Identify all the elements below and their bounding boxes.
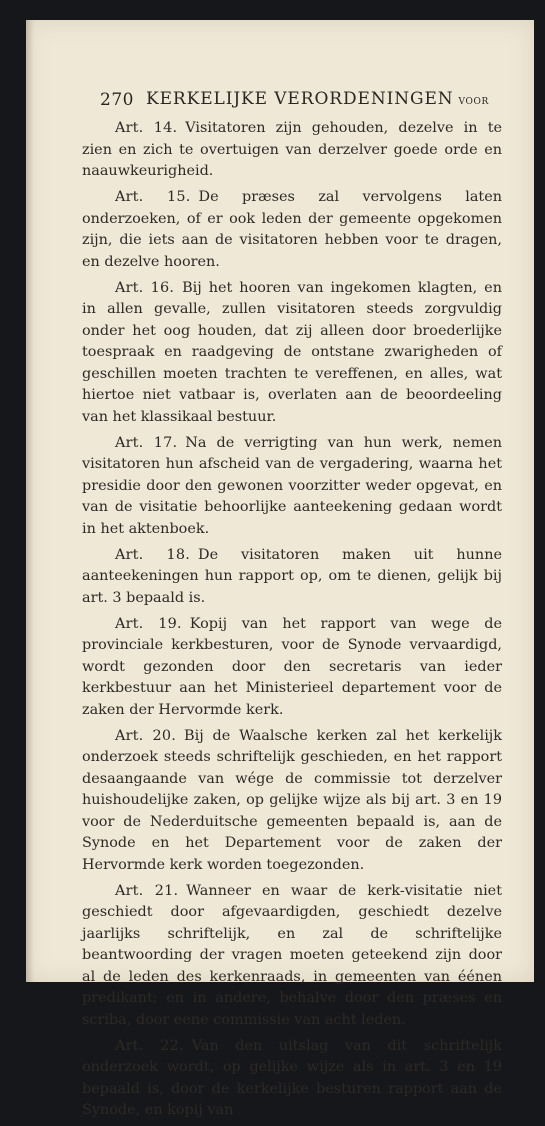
running-title	[146, 89, 489, 109]
article-label: Art. 14.	[115, 120, 178, 136]
running-title-tail: voor	[458, 93, 489, 108]
page-number: 270	[100, 90, 134, 110]
article-label: Art. 17.	[115, 434, 178, 451]
article-label: Art. 16.	[115, 279, 175, 296]
page-gutter-shadow	[26, 20, 34, 982]
article-17	[82, 433, 502, 541]
article-14	[82, 118, 502, 183]
article-text-block	[82, 118, 502, 1126]
article-label: Art. 21.	[115, 882, 179, 899]
article-19	[82, 614, 502, 722]
article-text: Na de verrigting van hun werk, nemen visitatoren hun afscheid van de vergadering, waarna het presidie door den gewonen voorzitter weder opgevat, en van de visitatie behoorlijke aanteekening gedaan wordt in het aktenboek.	[82, 434, 502, 537]
article-label: Art. 22.	[115, 1037, 184, 1054]
article-text: Bij het hooren van ingekomen klagten, en in allen gevalle, zullen visitatoren steeds zorgvuldig onder het oog houden, dat zij alleen door broederlijke toespraak en raadgeving de ontstane zwarigheden of geschillen moeten trachten te vereffenen, en alles, wat hiertoe niet vatbaar is, overlaten aan de beoordeeling van het klassikaal bestuur.	[82, 279, 502, 425]
article-21	[82, 881, 502, 1032]
article-text: Visitatoren zijn gehouden, dezelve in te zien en zich te overtuigen van derzelver goede orde en naauwkeurigheid.	[82, 120, 502, 179]
article-18	[82, 545, 502, 610]
article-text: Van den uitslag van dit schriftelijk onderzoek wordt, op gelijke wijze als in art. 3 en 19 bepaald is, door de kerkelijke besturen rapport aan de Synode, en kopij van	[82, 1037, 502, 1118]
article-text: De visitatoren maken uit hunne aanteekeningen hun rapport op, om te dienen, gelijk bij art. 3 bepaald is.	[82, 546, 502, 606]
page-header	[100, 89, 520, 115]
article-label: Art. 19.	[115, 615, 182, 632]
running-title-main: KERKELIJKE VERORDENINGEN	[146, 89, 454, 109]
article-text: Bij de Waalsche kerken zal het kerkelijk onderzoek steeds schriftelijk geschieden, en het rapport desaangaande van wége de commissie tot derzelver huishoudelijke zaken, op gelijke wijze als bij art. 3 en 19 voor de Nederduitsche gemeenten bepaald is, aan de Synode en het Departement voor de zaken der Hervormde kerk worden toegezonden.	[82, 727, 502, 873]
article-15	[82, 187, 502, 273]
article-22	[82, 1036, 502, 1122]
article-16	[82, 278, 502, 429]
article-label: Art. 20.	[115, 727, 177, 744]
article-20	[82, 726, 502, 877]
article-label: Art. 18.	[115, 546, 191, 563]
article-text: Kopij van het rapport van wege de provinciale kerkbesturen, voor de Synode vervaardigd, wordt gezonden door den secretaris van ieder kerkbestuur aan het Ministerieel departement voor de zaken der Hervormde kerk.	[82, 615, 502, 718]
article-text: De præses zal vervolgens laten onderzoeken, of er ook leden der gemeente opgekomen zijn, die iets aan de visitatoren hebben voor te dragen, en dezelve hooren.	[82, 189, 502, 270]
article-label: Art. 15.	[115, 189, 191, 205]
article-text: Wanneer en waar de kerk-visitatie niet geschiedt door afgevaardigden, geschiedt dezelve jaarlijks schriftelijk, en zal de schriftelijke beantwoording der vragen moeten geteekend zijn door al de leden des kerkenraads, in gemeenten van éénen predikant; en in andere, behalve door den præses en scriba, door eene commissie van acht leden.	[82, 882, 502, 1028]
